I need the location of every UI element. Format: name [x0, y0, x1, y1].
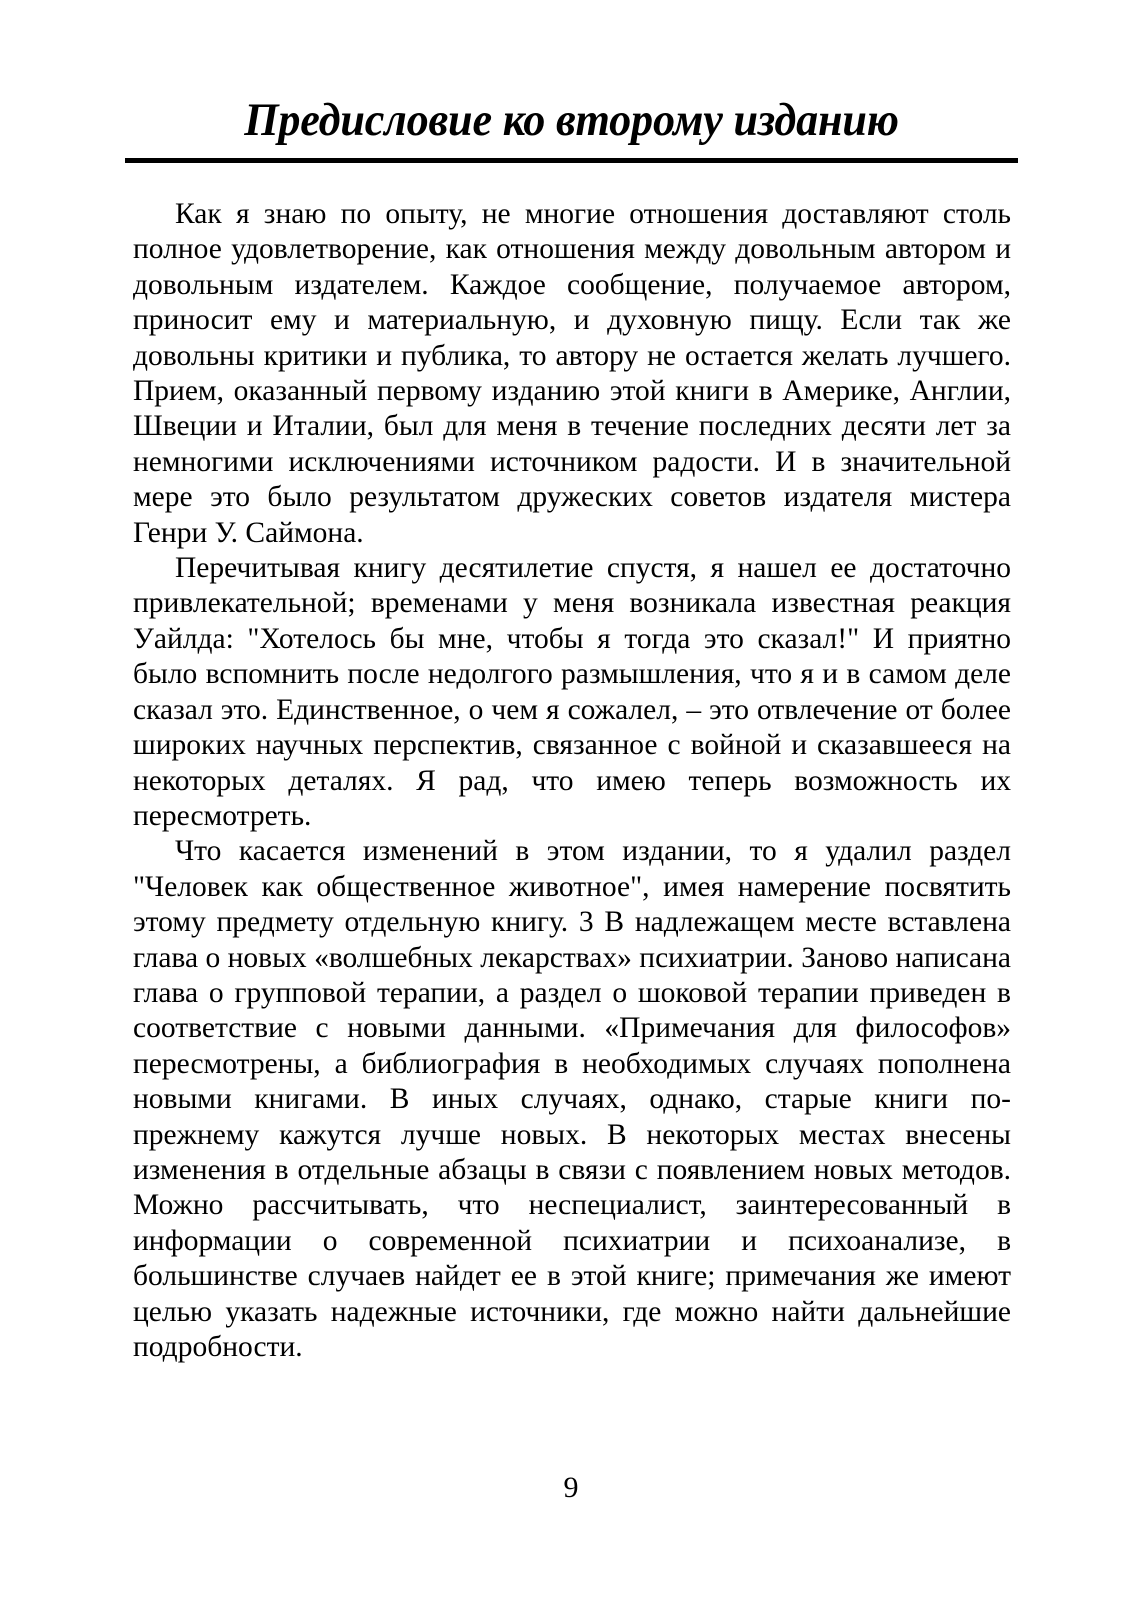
title-divider-rule	[125, 158, 1018, 163]
paragraph: Перечитывая книгу десятилетие спустя, я нашел ее достаточно привлекательной; временами у меня возникала известная реакция Уайлда: "Хотелось бы мне, чтобы я тогда это сказал!" И приятно было вспомнить после недолгого размышления, что я и в самом деле сказал это. Единственное, о чем я сожалел, – это отвлечение от более широких научных перспектив, связанное с войной и сказавшееся на некоторых деталях. Я рад, что имею теперь возможность их пересмотреть.	[133, 552, 1011, 832]
page-header	[125, 92, 1018, 163]
page-number: 9	[563, 1471, 579, 1504]
paragraph: Как я знаю по опыту, не многие отношения доставляют столь полное удовлетворение, как отношения между довольным автором и довольным издателем. Каждое сообщение, получаемое автором, приносит ему и материальную, и духовную пищу. Если так же довольны критики и публика, то автору не остается желать лучшего. Прием, оказанный первому изданию этой книги в Америке, Англии, Швеции и Италии, был для меня в течение последних десяти лет за немногими исключениями источником радости. И в значительной мере это было результатом дружеских советов издателя мистера Генри У. Саймона.	[133, 198, 1011, 549]
body-text-block	[133, 197, 1011, 1365]
page-title: Предисловие ко второму изданию	[244, 94, 899, 146]
paragraph: Что касается изменений в этом издании, то я удалил раздел "Человек как общественное животное", имея намерение посвятить этому предмету отдельную книгу. 3 В надлежащем месте вставлена глава о новых «волшебных лекарствах» психиатрии. Заново написана глава о групповой терапии, а раздел о шоковой терапии приведен в соответствие с новыми данными. «Примечания для философов» пересмотрены, а библиография в необходимых случаях пополнена новыми книгами. В иных случаях, однако, старые книги по-прежнему кажутся лучше новых. В некоторых местах внесены изменения в отдельные абзацы в связи с появлением новых методов. Можно рассчитывать, что неспециалист, заинтересованный в информации о современной психиатрии и психоанализе, в большинстве случаев найдет ее в этой книге; примечания же имеют целью указать надежные источники, где можно найти дальнейшие подробности.	[133, 835, 1011, 1363]
